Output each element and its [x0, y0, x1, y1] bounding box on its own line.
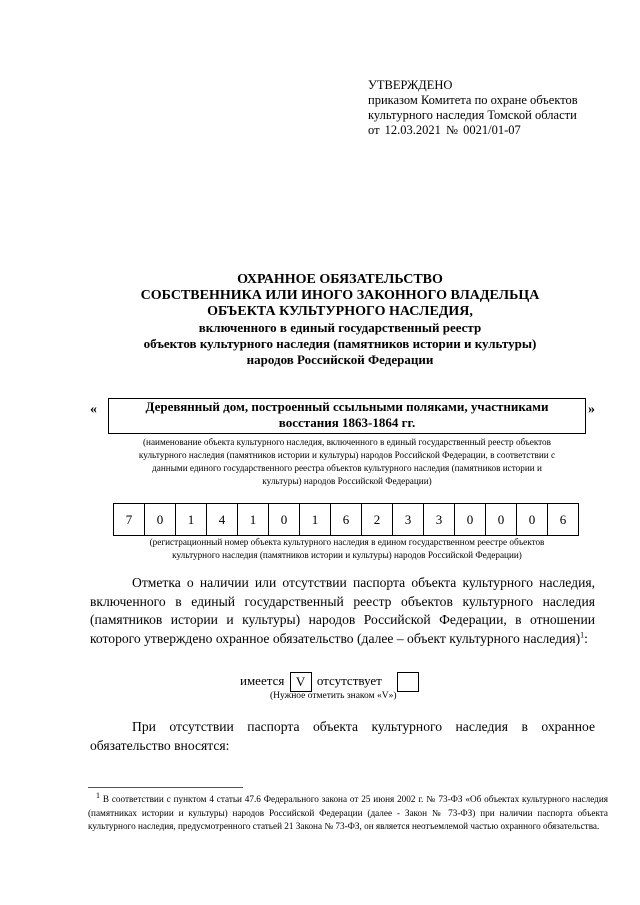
- exists-label: имеется: [240, 672, 285, 688]
- reg-digit: 7: [114, 504, 145, 536]
- approval-line-1: приказом Комитета по охране объектов: [368, 93, 578, 107]
- passport-paragraph: [90, 574, 595, 648]
- registration-caption-line-1: (регистрационный номер объекта культурного наследия в едином государственном реестре объектов: [149, 537, 545, 547]
- footnote-marker: 1: [96, 790, 100, 800]
- reg-digit: 0: [269, 504, 300, 536]
- reg-digit: 2: [362, 504, 393, 536]
- object-name-box: [108, 398, 586, 434]
- document-title: [60, 272, 620, 368]
- reg-digit: 0: [145, 504, 176, 536]
- reg-digit: 3: [393, 504, 424, 536]
- footnote-ref: 1: [580, 629, 585, 639]
- title-line-4: включенного в единый государственный реестр: [198, 320, 482, 335]
- approval-date-line: от 12.03.2021 № 0021/01-07: [368, 123, 521, 137]
- passport-text: Отметка о наличии или отсутствии паспорта объекта культурного наследия, включенного в единый государственный реестр объектов культурного наследия (памятников истории и культуры) народов Российской Федерации, в отношении которого утверждено охранное обязательство (далее – объект культурного наследия): [90, 575, 595, 646]
- absent-label: отсутствует: [316, 672, 382, 688]
- object-name-caption-line-4: культуры) народов Российской Федерации): [262, 476, 432, 486]
- passport-checkbox-line: [240, 672, 421, 692]
- reg-digit: 4: [207, 504, 238, 536]
- reg-digit: 1: [238, 504, 269, 536]
- reg-digit: 1: [300, 504, 331, 536]
- approval-block: [368, 78, 608, 138]
- object-name-line-2: восстания 1863-1864 гг.: [278, 415, 416, 430]
- reg-digit: 1: [176, 504, 207, 536]
- open-quote: «: [90, 402, 97, 417]
- registration-caption-line-2: культурного наследия (памятников истории и культуры) народов Российской Федерации): [172, 550, 522, 560]
- object-name-line-1: Деревянный дом, построенный ссыльными поляками, участниками: [145, 399, 549, 414]
- object-name-caption: [92, 436, 602, 488]
- title-line-3: ОБЪЕКТА КУЛЬТУРНОГО НАСЛЕДИЯ,: [207, 304, 473, 319]
- checkbox-note: (Нужное отметить знаком «V»): [270, 691, 397, 701]
- exists-checkbox[interactable]: V: [290, 672, 312, 692]
- title-line-5: объектов культурного наследия (памятников истории и культуры): [143, 336, 537, 351]
- absent-checkbox[interactable]: [397, 672, 419, 692]
- object-name-caption-line-1: (наименование объекта культурного наследия, включенного в единый государственный реестр объектов: [143, 437, 551, 447]
- title-line-1: ОХРАННОЕ ОБЯЗАТЕЛЬСТВО: [237, 272, 443, 287]
- reg-digit: 6: [548, 504, 579, 536]
- object-name-caption-line-3: данными единого государственного реестра объектов культурного наследия (памятников истории и: [152, 463, 542, 473]
- reg-digit: 6: [331, 504, 362, 536]
- reg-digit: 0: [486, 504, 517, 536]
- approval-heading: УТВЕРЖДЕНО: [368, 78, 453, 92]
- approval-line-2: культурного наследия Томской области: [368, 108, 577, 122]
- reg-digit: 0: [455, 504, 486, 536]
- reg-digit: 0: [517, 504, 548, 536]
- title-line-2: СОБСТВЕННИКА ИЛИ ИНОГО ЗАКОННОГО ВЛАДЕЛЬЦА: [140, 288, 540, 303]
- registration-number-grid: [113, 503, 579, 536]
- footnote-text: В соответствии с пунктом 4 статьи 47.6 Федерального закона от 25 июня 2002 г. № 73-ФЗ «Об объектах культурного наследия (памятниках истории и культуры) народов Российской Федерации (далее - Закон № 73-ФЗ) при наличии паспорта объекта культурного наследия, предусмотренного статьей 21 Закона № 73-ФЗ, он является неотъемлемой частью охранного обязательства.: [88, 794, 608, 831]
- footnote: [88, 790, 608, 834]
- title-line-6: народов Российской Федерации: [246, 352, 434, 367]
- footnote-separator: [88, 787, 243, 788]
- reg-digit: 3: [424, 504, 455, 536]
- object-name-caption-line-2: культурного наследия (памятников истории и культуры) народов Российской Федерации, в соответствии с: [138, 450, 556, 460]
- absence-paragraph: При отсутствии паспорта объекта культурного наследия в охранное обязательство вносятся:: [90, 719, 595, 753]
- registration-caption: [92, 536, 602, 562]
- passport-colon: :: [584, 630, 588, 646]
- close-quote: »: [588, 402, 595, 417]
